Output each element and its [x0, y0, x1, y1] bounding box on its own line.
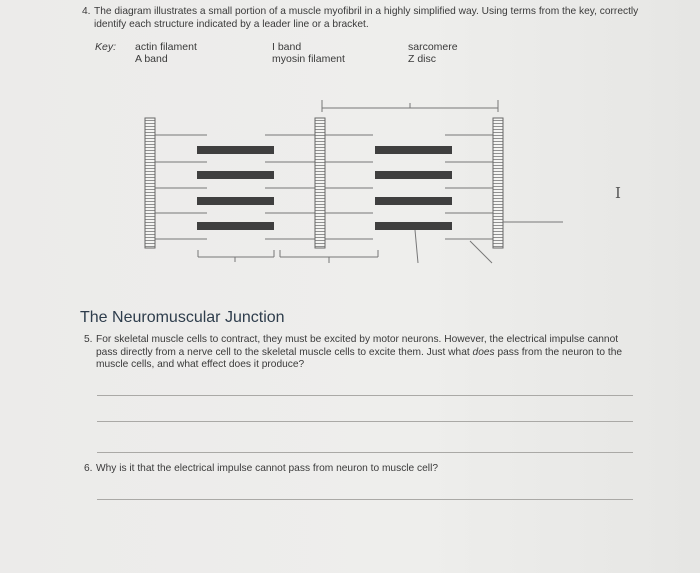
- question-6-number: 6.: [84, 463, 93, 474]
- question-6-text: Why is it that the electrical impulse cannot pass from neuron to muscle cell?: [96, 463, 438, 474]
- key-term-sarcomere: sarcomere: [408, 41, 458, 53]
- key-term-i-band: I band: [272, 41, 302, 53]
- question-5-number: 5.: [84, 334, 93, 345]
- answer-line-5-1[interactable]: [97, 395, 633, 396]
- answer-line-5-2[interactable]: [97, 421, 633, 422]
- myosin-filament: [197, 171, 274, 179]
- myosin-filament: [197, 222, 274, 230]
- myosin-filament: [375, 222, 452, 230]
- text-cursor-icon: I: [615, 184, 621, 202]
- myosin-filament: [375, 197, 452, 205]
- myosin-filament: [375, 146, 452, 154]
- question-4-text: The diagram illustrates a small portion of a muscle myofibril in a highly simplified way. Using terms from the key, correctly identify each structure indicated by a leader line or a bracket.: [94, 6, 639, 30]
- question-6: [84, 463, 639, 476]
- key-term-myosin-filament: myosin filament: [272, 53, 345, 65]
- key-term-z-disc: Z disc: [408, 53, 437, 65]
- z-disc: [145, 118, 155, 248]
- section-title: The Neuromuscular Junction: [80, 309, 285, 326]
- z-disc: [493, 118, 503, 248]
- myosin-filament: [375, 171, 452, 179]
- key-label: Key:: [95, 41, 117, 53]
- answer-line-6-1[interactable]: [97, 499, 633, 500]
- question-5-emphasis: does: [472, 346, 495, 358]
- answer-line-5-3[interactable]: [97, 452, 633, 453]
- myosin-leader-line: [415, 230, 418, 263]
- actin-leader-line: [470, 241, 492, 263]
- myosin-filament: [197, 197, 274, 205]
- myosin-filament: [197, 146, 274, 154]
- key-term-a-band: A band: [135, 53, 168, 65]
- question-4-number: 4.: [82, 6, 91, 17]
- z-disc: [315, 118, 325, 248]
- key-term-actin-filament: actin filament: [135, 41, 197, 53]
- question-5: [84, 334, 639, 372]
- question-5-text-a: For skeletal muscle cells to contract, they must be excited by motor neurons. However, the electrical impulse cannot pass directly from a nerve cell to the skeletal muscle cells to excite them. Just what: [96, 334, 619, 358]
- question-5-text-b: pass from the neuron to the muscle cells, and what effect does it produce?: [96, 346, 623, 370]
